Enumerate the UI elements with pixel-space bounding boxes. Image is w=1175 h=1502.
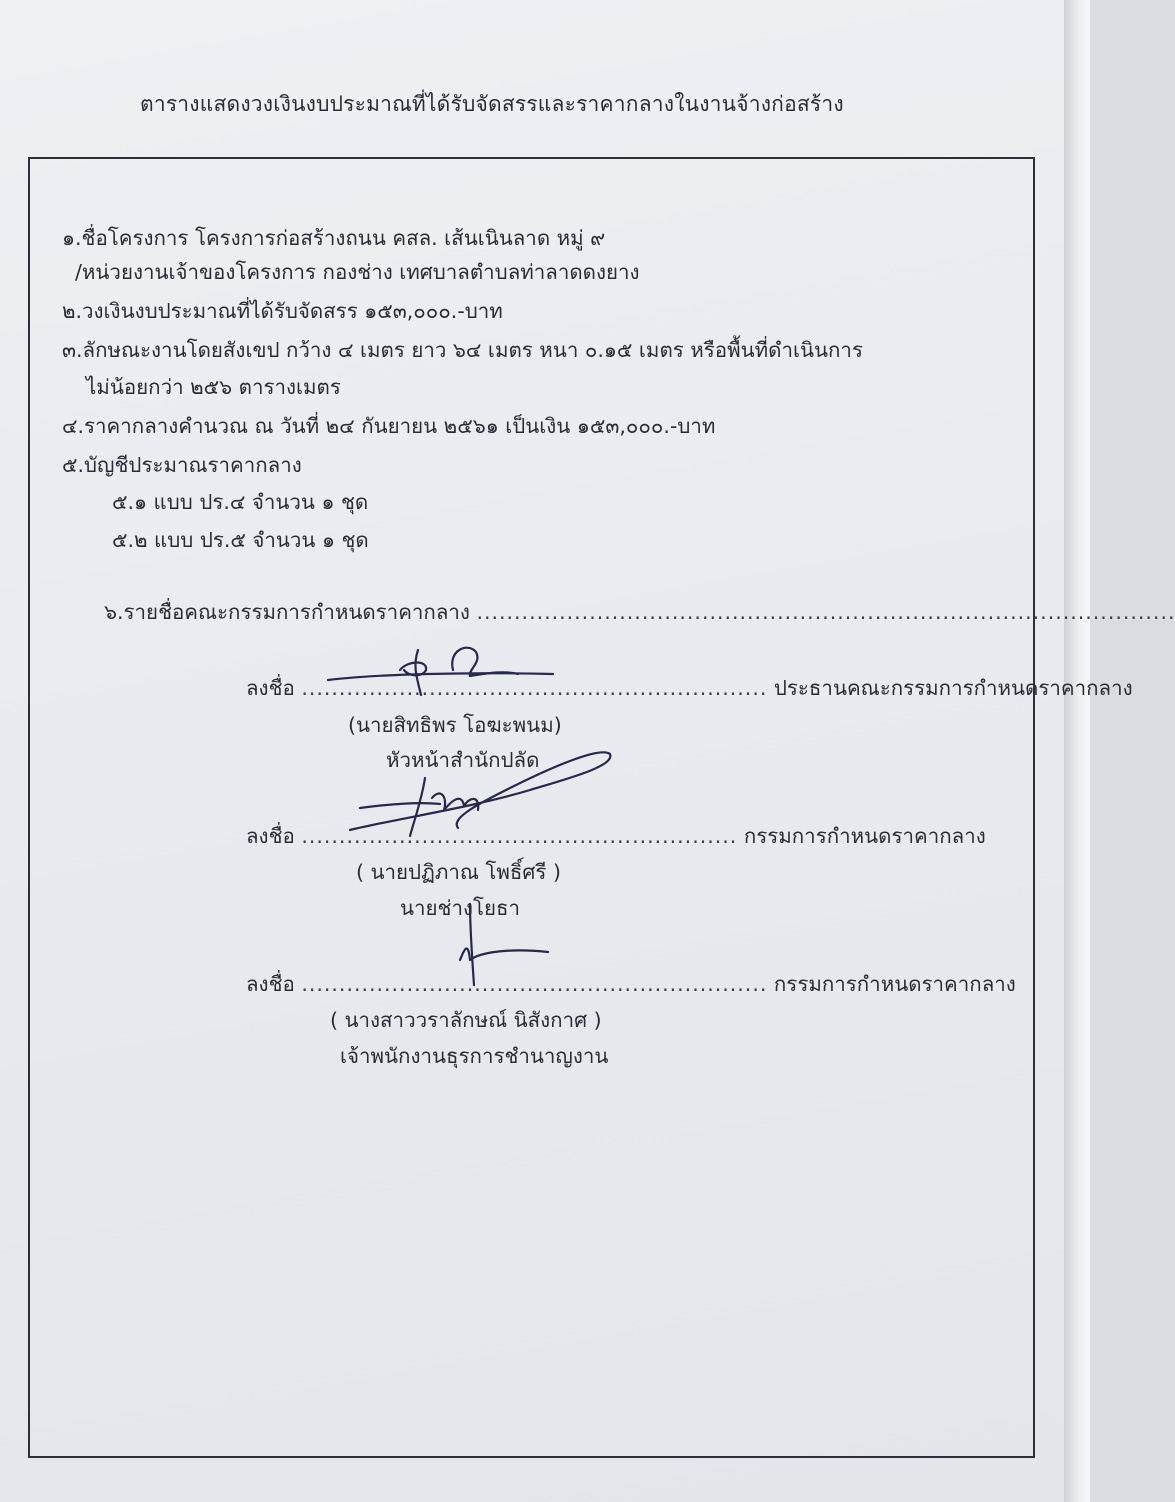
signatory-name-3: ( นางสาววราลักษณ์ นิสังกาศ ): [330, 1008, 602, 1032]
signatory-name-2: ( นายปฏิภาณ โพธิ์ศรี ): [356, 860, 561, 884]
sign-label: ลงชื่อ: [246, 824, 295, 848]
median-price-line: ๔.ราคากลางคำนวณ ณ วันที่ ๒๔ กันยายน ๒๕๖๑ เป็นเงิน ๑๕๓,๐๐๐.-บาท: [62, 414, 716, 438]
sign-label: ลงชื่อ: [246, 676, 295, 700]
sign-label: ลงชื่อ: [246, 972, 295, 996]
signature-dots: ..............................................................: [301, 676, 768, 700]
document-title: ตารางแสดงวงเงินงบประมาณที่ได้รับจัดสรรและราคากลางในงานจ้างก่อสร้าง: [140, 92, 844, 116]
signature-line-3: [246, 974, 1016, 995]
paper-edge: [1064, 0, 1090, 1502]
work-area-line: ไม่น้อยกว่า ๒๕๖ ตารางเมตร: [86, 375, 341, 399]
budget-line: ๒.วงเงินงบประมาณที่ได้รับจัดสรร ๑๕๓,๐๐๐.-บาท: [62, 299, 503, 323]
work-description-line: ๓.ลักษณะงานโดยสังเขป กว้าง ๔ เมตร ยาว ๖๔ เมตร หนา ๐.๑๕ เมตร หรือพื้นที่ดำเนินการ: [62, 338, 863, 362]
committee-heading: [104, 602, 1175, 623]
signature-line-2: [246, 826, 986, 847]
committee-heading-dots: .............................................................................................: [476, 600, 1175, 624]
signatory-name-1: (นายสิทธิพร โอฆะพนม): [348, 713, 562, 737]
project-name-line: ๑.ชื่อโครงการ โครงการก่อสร้างถนน คสล. เส้นเนินลาด หมู่ ๙: [62, 226, 606, 250]
signatory-role: กรรมการกำหนดราคากลาง: [743, 824, 986, 848]
price-list-heading: ๕.บัญชีประมาณราคากลาง: [62, 453, 302, 477]
signature-dots: ..........................................................: [301, 824, 738, 848]
signatory-position-1: หัวหน้าสำนักปลัด: [386, 748, 540, 772]
price-list-item-1: ๕.๑ แบบ ปร.๔ จำนวน ๑ ชุด: [112, 490, 369, 514]
project-owner-line: /หน่วยงานเจ้าของโครงการ กองช่าง เทศบาลตำบลท่าลาดดงยาง: [75, 260, 640, 284]
signature-line-1: [246, 678, 1133, 699]
signatory-role: กรรมการกำหนดราคากลาง: [773, 972, 1016, 996]
committee-heading-label: ๖.รายชื่อคณะกรรมการกำหนดราคากลาง: [104, 600, 470, 624]
signatory-role: ประธานคณะกรรมการกำหนดราคากลาง: [773, 676, 1133, 700]
price-list-item-2: ๕.๒ แบบ ปร.๕ จำนวน ๑ ชุด: [112, 528, 369, 552]
signatory-position-3: เจ้าพนักงานธุรการชำนาญงาน: [340, 1044, 609, 1068]
signature-dots: ..............................................................: [301, 972, 768, 996]
signatory-position-2: นายช่างโยธา: [400, 896, 521, 920]
